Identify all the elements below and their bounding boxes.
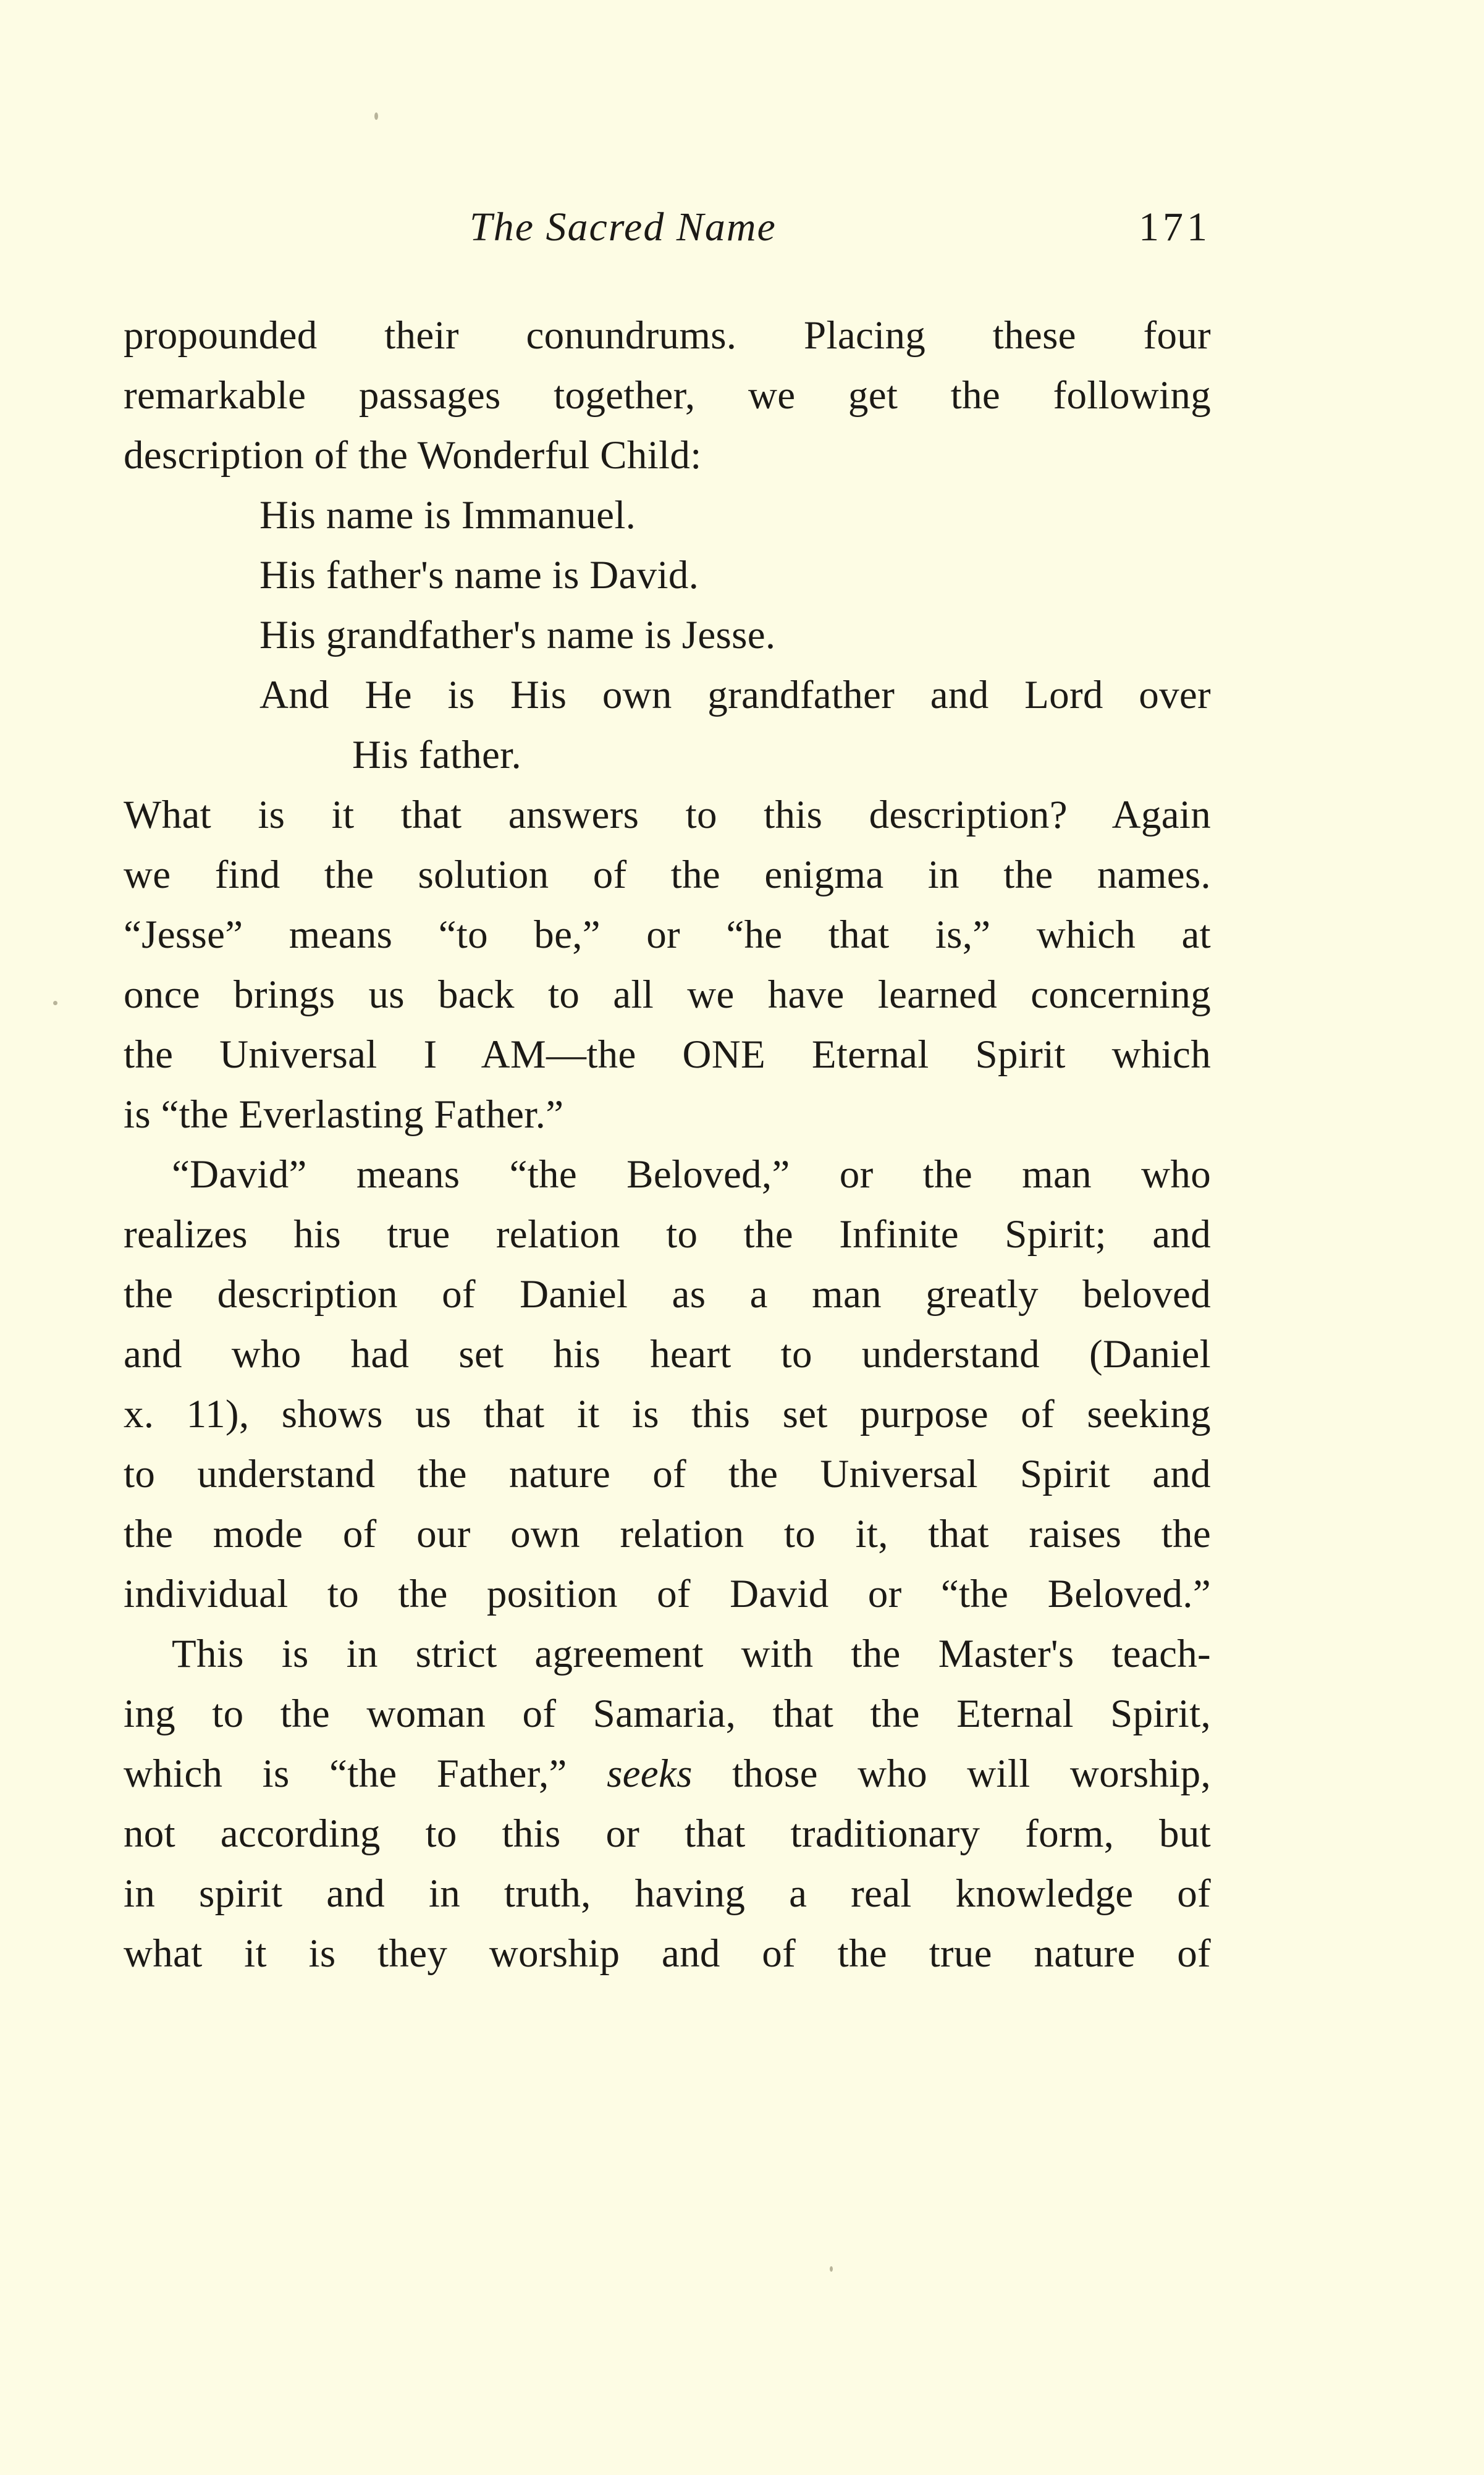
text-line: in spirit and in truth, having a real knowledge of: [124, 1871, 1211, 1916]
text-line: what it is they worship and of the true nature of: [124, 1931, 1211, 1976]
text-line: and who had set his heart to understand (Daniel: [124, 1332, 1211, 1377]
text-line: What is it that answers to this description? Again: [124, 793, 1211, 837]
running-title: The Sacred Name: [470, 204, 777, 250]
paper-speck: [374, 112, 378, 120]
text-line: is “the Everlasting Father.”: [124, 1092, 564, 1137]
text-line-with-emphasis: [124, 1744, 1211, 1804]
text-line: description of the Wonderful Child:: [124, 433, 702, 478]
text-line: realizes his true relation to the Infinite Spirit; and: [124, 1212, 1211, 1257]
paper-speck: [830, 2266, 833, 2272]
text-line: to understand the nature of the Universal Spirit and: [124, 1452, 1211, 1496]
text-segment: which is “the Father,”: [124, 1752, 567, 1796]
text-line: This is in strict agreement with the Master's teach-: [172, 1632, 1211, 1676]
page-header: [124, 204, 1211, 266]
text-line: not according to this or that traditionary form, but: [124, 1811, 1211, 1856]
text-line: “Jesse” means “to be,” or “he that is,” which at: [124, 913, 1211, 957]
text-line: the Universal I AM—the ONE Eternal Spirit which: [124, 1032, 1211, 1077]
text-line: the mode of our own relation to it, that raises the: [124, 1512, 1211, 1556]
verse-line: His name is Immanuel.: [259, 493, 636, 538]
text-line: ing to the woman of Samaria, that the Eternal Spirit,: [124, 1692, 1211, 1736]
body-text: [124, 306, 1211, 1984]
page-number: 171: [1139, 204, 1211, 250]
paper-speck: [53, 1001, 57, 1005]
verse-line: His grandfather's name is Jesse.: [259, 613, 776, 657]
verse-line: And He is His own grandfather and Lord over: [259, 673, 1211, 717]
verse-line: His father's name is David.: [259, 553, 699, 597]
text-line: “David” means “the Beloved,” or the man who: [172, 1152, 1211, 1197]
emphasized-word: seeks: [607, 1752, 693, 1796]
text-line: x. 11), shows us that it is this set purpose of seeking: [124, 1392, 1211, 1436]
text-line: propounded their conundrums. Placing these four: [124, 313, 1211, 358]
verse-line: His father.: [352, 733, 522, 777]
text-line: individual to the position of David or “the Beloved.”: [124, 1572, 1211, 1616]
text-line: the description of Daniel as a man greatly beloved: [124, 1272, 1211, 1317]
text-line: once brings us back to all we have learned concerning: [124, 972, 1211, 1017]
text-line: remarkable passages together, we get the following: [124, 373, 1211, 418]
text-line: we find the solution of the enigma in the names.: [124, 853, 1211, 897]
text-segment: those who will worship,: [732, 1752, 1212, 1796]
